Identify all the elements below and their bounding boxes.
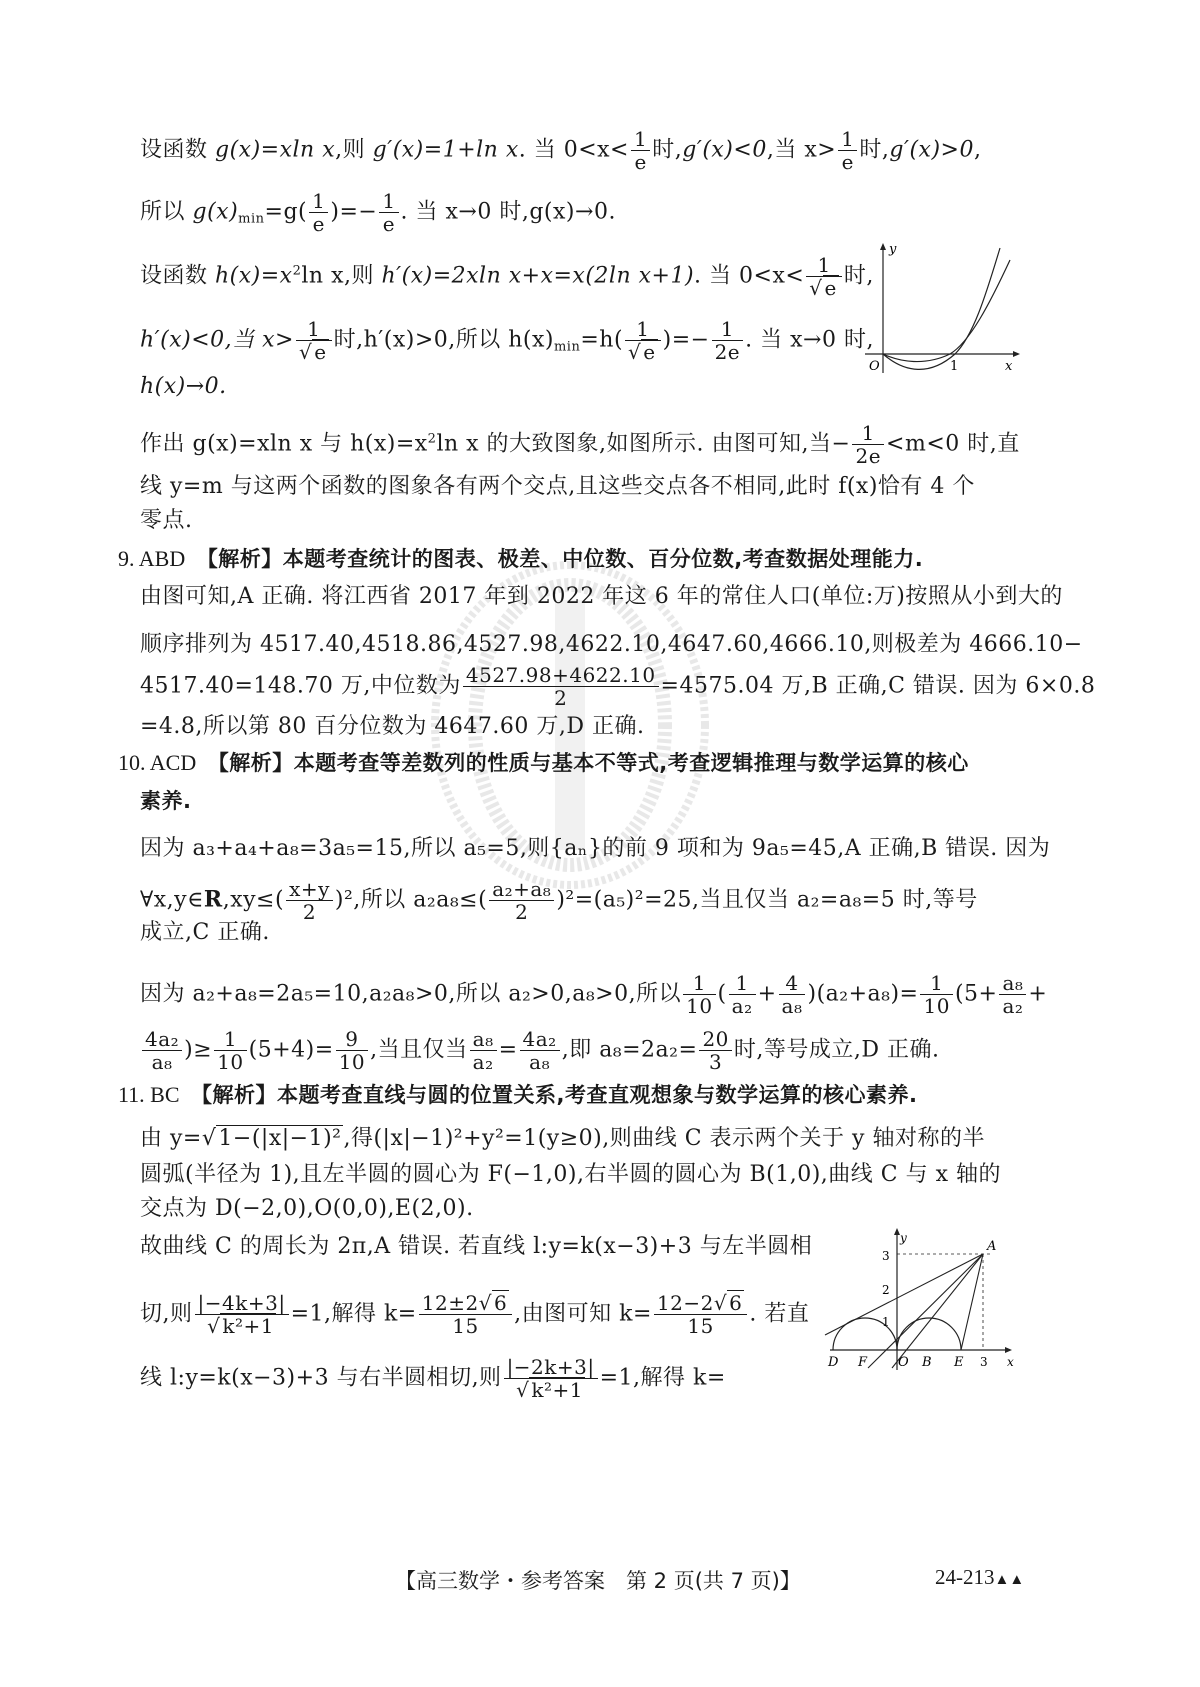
text-line: 因为 a₃+a₄+a₈=3a₅=15,所以 a₅=5,则{aₙ}的前 9 项和为 9a₅=45,A 正确,B 错误. 因为 [140, 836, 1051, 861]
tangent-line-3 [892, 1254, 983, 1368]
function-graph-figure [855, 238, 1025, 378]
text-line: 作出 g(x)=xln x 与 $h(x)=x^2\ln$ x 的大致图象,如图所示. 由图可知,当− $\frac{1}{2e}$ <m<0 时,直 [140, 421, 1020, 468]
text-line: 交点为 D(−2,0),O(0,0),E(2,0). [140, 1196, 474, 1221]
fraction: $\frac{\text{4a₂}}{\text{a₈}}$ [142, 1028, 182, 1073]
tick-label: 3 [882, 1249, 890, 1263]
y-label: y [889, 242, 897, 257]
question-header: 9. ABD 【解析】本题考查统计的图表、极差、中位数、百分位数,考查数据处理能力. [118, 546, 924, 571]
point-F-label: F [858, 1355, 868, 1370]
tangent-line-1 [825, 1254, 983, 1335]
text-line: =4.8,所以第 80 百分位数为 4647.60 万,D 正确. [140, 714, 645, 739]
text-line: 设函数 $h(x)=x^2\ln$ x,则 h′(x)=2xln x+x=x(2ln x+1). 当 0<x< $\frac{1}{√ e}$ 时, [140, 253, 874, 300]
point-D-label: D [828, 1355, 839, 1370]
fraction: $\frac{\text{a₂+a₈}}{2}$ [489, 878, 554, 923]
tick-label: 3 [980, 1355, 988, 1369]
fraction: $\frac{x+y}{2}$ [286, 878, 333, 923]
page-footer: 【高三数学・参考答案 第 2 页(共 7 页)】 [395, 1569, 801, 1593]
geometry-figure [820, 1220, 1020, 1380]
text-line: 设函数 g(x)=xln x,则 g′(x)=1+ln x. 当 0<x< $\frac{1}{e}$ 时,g′(x)<0,当 x> $\frac{1}{e}$ 时,g′(x)>0, [140, 127, 982, 174]
text-line: 零点. [140, 508, 193, 533]
fraction: $\frac{1}{10}$ [214, 1028, 246, 1073]
point-E-label: E [954, 1355, 964, 1370]
fraction: $\frac{9}{10}$ [336, 1028, 368, 1073]
fraction: $\frac{1}{\text{a₂}}$ [729, 972, 756, 1017]
fraction: $\frac{\text{a₈}}{\text{a₂}}$ [999, 972, 1026, 1017]
curve-g [883, 248, 1000, 369]
text-line: 因为 a₂+a₈=2a₅=10,a₂a₈>0,所以 a₂>0,a₈>0,所以 $\frac{1}{10}$ ( $\frac{1}{\text{a₂}}$ + $\frac{4}{\text{a₈}}$ )(a₂+a₈)= $\frac{1}{10}$ (5+ $\frac{\text{a₈}}{\text{a₂}}$ + [140, 971, 1048, 1018]
x-label: x [1005, 359, 1013, 374]
fraction: $\frac{\text{4a₂}}{\text{a₈}}$ [520, 1028, 560, 1073]
question-header-cont: 素养. [140, 789, 192, 813]
right-semicircle [897, 1318, 961, 1350]
text-line: 由图可知,A 正确. 将江西省 2017 年到 2022 年这 6 年的常住人口(单位:万)按照从小到大的 [140, 584, 1063, 609]
tangent-line-2 [868, 1254, 983, 1368]
fraction: $\frac{1}{e}$ [309, 190, 328, 235]
fraction: $\frac{1}{√ e}$ [806, 254, 842, 299]
fraction: $\frac{|-4k+3|}{\text{√ k²+1}}$ [195, 1292, 289, 1337]
y-label: y [900, 1231, 907, 1245]
text-line: 由 y=√1−(|x|−1)²,得(|x|−1)²+y²=1(y≥0),则曲线 C 表示两个关于 y 轴对称的半 [140, 1126, 985, 1151]
text-line: ∀x,y∈R,xy≤( $\frac{x+y}{2}$ )²,所以 a₂a₈≤( $\frac{\text{a₂+a₈}}{2}$ )²=(a₅)²=25,当且仅当 a₂=a₈=5 时,等号 [140, 877, 978, 924]
fraction: $\frac{1}{10}$ [683, 972, 715, 1017]
fraction: $\frac{12-2√ 6}{15}$ [654, 1292, 747, 1337]
text-line: h′(x)<0,当 x> $\frac{1}{√ e}$ 时,h′(x)>0,所以 $h(x)_{min}=h$( $\frac{1}{√ e}$ )=− $\frac{1}{2e}$ . 当 x→0 时, [140, 317, 874, 364]
fraction: $\frac{|-2k+3|}{\text{√ k²+1}}$ [504, 1356, 598, 1401]
point-B-label: B [922, 1355, 932, 1370]
tick-label: 2 [882, 1283, 890, 1297]
text-line: 线 y=m 与这两个函数的图象各有两个交点,且这些交点各不相同,此时 f(x)恰有 4 个 [140, 474, 975, 499]
origin-label: O [898, 1355, 909, 1370]
fraction: $\frac{1}{√ e}$ [296, 318, 332, 363]
fraction: $\frac{1}{e}$ [838, 128, 857, 173]
text-line: $\frac{\text{4a₂}}{\text{a₈}}$ )≥ $\frac{1}{10}$ (5+4)= $\frac{9}{10}$ ,当且仅当 $\frac{\text{a₈}}{\text{a₂}}$ = $\frac{\text{4a₂}}{\text{a₈}}$ ,即 a₈=2a₂= $\frac{20}{3}$ 时,等号成立,D 正确. [140, 1028, 940, 1073]
fraction: $\frac{\text{a₈}}{\text{a₂}}$ [470, 1028, 497, 1073]
fraction: $\frac{20}{3}$ [699, 1028, 731, 1073]
text-line: 所以 $g(x)_{min}=g$( $\frac{1}{e}$ )=− $\frac{1}{e}$ . 当 x→0 时,g(x)→0. [140, 189, 616, 236]
fraction: $\frac{4}{\text{a₈}}$ [779, 972, 806, 1017]
text-line: 成立,C 正确. [140, 920, 270, 945]
text-line: 故曲线 C 的周长为 2π,A 错误. 若直线 l:y=k(x−3)+3 与左半圆相 [140, 1234, 813, 1259]
text-line: 切,则 $\frac{|-4k+3|}{\text{√ k²+1}}$ =1,解得 k= $\frac{12\pm 2√ 6}{15}$ ,由图可知 k= $\frac{12-2√ 6}{15}$ . 若直 [140, 1291, 810, 1338]
point-A-label: A [987, 1239, 997, 1254]
fraction: $\frac{1}{2e}$ [852, 422, 884, 467]
tick-label: 1 [882, 1315, 890, 1329]
question-header: 11. BC 【解析】本题考查直线与圆的位置关系,考查直观想象与数学运算的核心素养. [118, 1082, 918, 1107]
text-line: 4517.40=148.70 万,中位数为 $\frac{4527.98+4622.10}{2}$ =4575.04 万,B 正确,C 错误. 因为 6×0.8 [140, 663, 1096, 710]
doc-code: 24-213▲▲ [935, 1565, 1025, 1589]
question-header: 10. ACD 【解析】本题考查等差数列的性质与基本不等式,考查逻辑推理与数学运算的核心 [118, 750, 969, 775]
tick-label: 1 [950, 359, 959, 374]
text-line: 顺序排列为 4517.40,4518.86,4527.98,4622.10,4647.60,4666.10,则极差为 4666.10− [140, 632, 1083, 657]
x-label: x [1007, 1355, 1014, 1369]
fraction: $\frac{4527.98+4622.10}{2}$ [463, 664, 659, 709]
text-line: 线 l:y=k(x−3)+3 与右半圆相切,则 $\frac{|-2k+3|}{\text{√ k²+1}}$ =1,解得 k= [140, 1355, 726, 1402]
text-line: 圆弧(半径为 1),且左半圆的圆心为 F(−1,0),右半圆的圆心为 B(1,0),曲线 C 与 x 轴的 [140, 1162, 1002, 1187]
fraction: $\frac{1}{e}$ [631, 128, 650, 173]
fraction: $\frac{1}{√ e}$ [625, 318, 661, 363]
curve-h [883, 260, 1010, 362]
triangle-icon: ▲▲ [994, 1572, 1025, 1588]
origin-label: O [869, 359, 880, 374]
fraction: $\frac{1}{2e}$ [712, 318, 744, 363]
fraction: $\frac{12\pm 2√ 6}{15}$ [419, 1292, 512, 1337]
fraction: $\frac{1}{e}$ [379, 190, 398, 235]
fraction: $\frac{1}{10}$ [920, 972, 952, 1017]
text-line: h(x)→0. [140, 374, 227, 399]
